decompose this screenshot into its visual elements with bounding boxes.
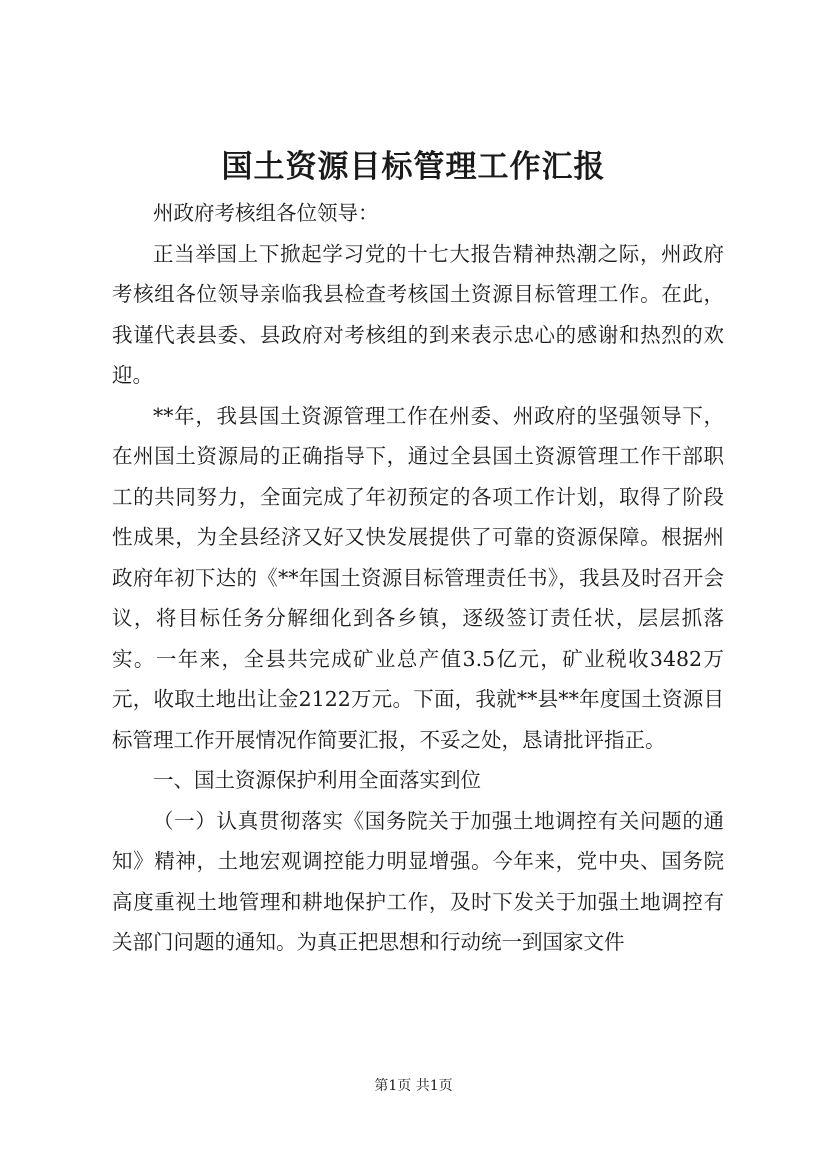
paragraph-summary: **年，我县国土资源管理工作在州委、州政府的坚强领导下，在州国土资源局的正确指导下，通过全县国土资源管理工作干部职工的共同努力，全面完成了年初预定的各项工作计划，取得了阶段性成果，为全县经济又好又快发展提供了可靠的资源保障。根据州政府年初下达的《**年国土资源目标管理责任书》，我县及时召开会议，将目标任务分解细化到各乡镇，逐级签订责任状，层层抓落实。一年来，全县共完成矿业总产值3.5亿元，矿业税收3482万元，收取土地出让金2122万元。下面，我就**县**年度国土资源目标管理工作开展情况作简要汇报，不妥之处，恳请批评指正。 — [112, 403, 724, 752]
document-body — [112, 193, 724, 963]
page-number-footer: 第1页 共1页 — [374, 1078, 453, 1094]
paragraph-subsection-1: （一）认真贯彻落实《国务院关于加强土地调控有关问题的通知》精神，土地宏观调控能力明显增强。今年来，党中央、国务院高度重视土地管理和耕地保护工作，及时下发关于加强土地调控有关部门问题的通知。为真正把思想和行动统一到国家文件 — [112, 808, 724, 954]
section-heading-1: 一、国土资源保护利用全面落实到位 — [153, 768, 481, 792]
paragraph-intro: 正当举国上下掀起学习党的十七大报告精神热潮之际，州政府考核组各位领导亲临我县检查考核国土资源目标管理工作。在此，我谨代表县委、县政府对考核组的到来表示忠心的感谢和热烈的欢迎。 — [112, 241, 724, 387]
salutation: 州政府考核组各位领导： — [153, 201, 379, 225]
document-title: 国土资源目标管理工作汇报 — [221, 149, 606, 185]
